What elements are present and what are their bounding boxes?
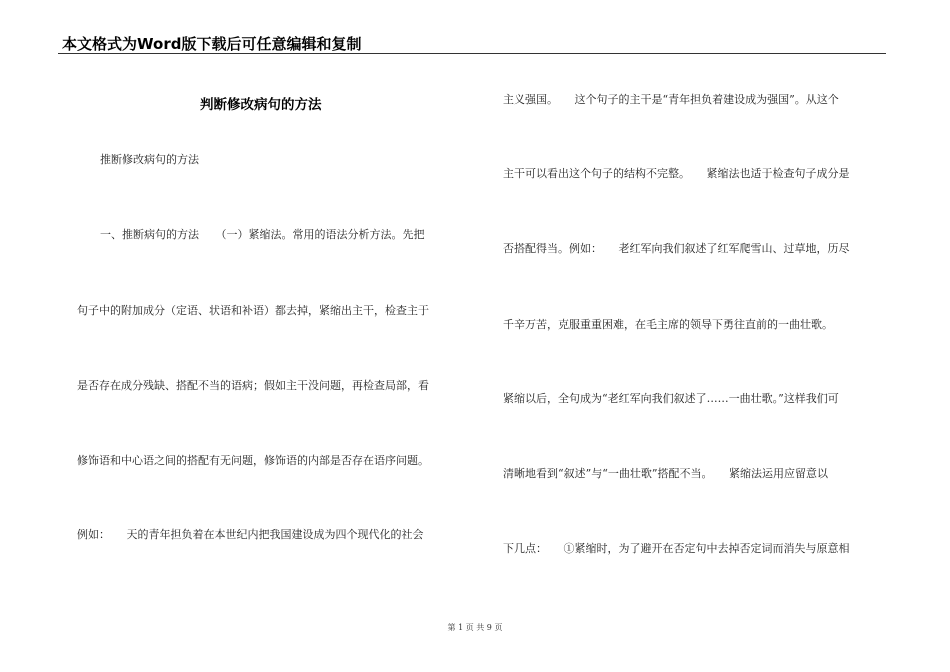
left-column-line: 推断修改病句的方法 [100, 153, 199, 166]
left-column-line: 例如： 天的青年担负着在本世纪内把我国建设成为四个现代化的社会 [77, 528, 424, 541]
header-title: 本文格式为Word版下载后可任意编辑和复制 [62, 35, 362, 53]
header-divider [58, 53, 886, 54]
left-column-line: 一、推断病句的方法 （一）紧缩法。常用的语法分析方法。先把 [100, 228, 425, 241]
right-column-line: 下几点： ①紧缩时，为了避开在否定句中去掉否定词而消失与原意相 [503, 542, 850, 555]
right-column-line: 清晰地看到“叙述”与“一曲壮歌”搭配不当。 紧缩法运用应留意以 [503, 467, 828, 480]
right-column-line: 千辛万苦，克服重重困难，在毛主席的领导下勇往直前的一曲壮歌。 [503, 318, 833, 331]
page-footer: 第 1 页 共 9 页 [447, 623, 503, 632]
right-column-line: 否搭配得当。例如： 老红军向我们叙述了红军爬雪山、过草地，历尽 [503, 242, 850, 255]
left-column-line: 句子中的附加成分（定语、状语和补语）都去掉，紧缩出主干，检查主于 [77, 304, 429, 317]
left-column-line: 是否存在成分残缺、搭配不当的语病；假如主干没问题，再检查局部，看 [77, 379, 429, 392]
right-column-line: 紧缩以后，全句成为“老红军向我们叙述了……一曲壮歌。”这样我们可 [503, 392, 839, 405]
document-title: 判断修改病句的方法 [200, 97, 322, 113]
right-column-line: 主干可以看出这个句子的结构不完整。 紧缩法也适于检查句子成分是 [503, 167, 850, 180]
right-column-line: 主义强国。 这个句子的主干是“青年担负着建设成为强国”。从这个 [503, 93, 839, 106]
left-column-line: 修饰语和中心语之间的搭配有无问题，修饰语的内部是否存在语序问题。 [77, 454, 429, 467]
